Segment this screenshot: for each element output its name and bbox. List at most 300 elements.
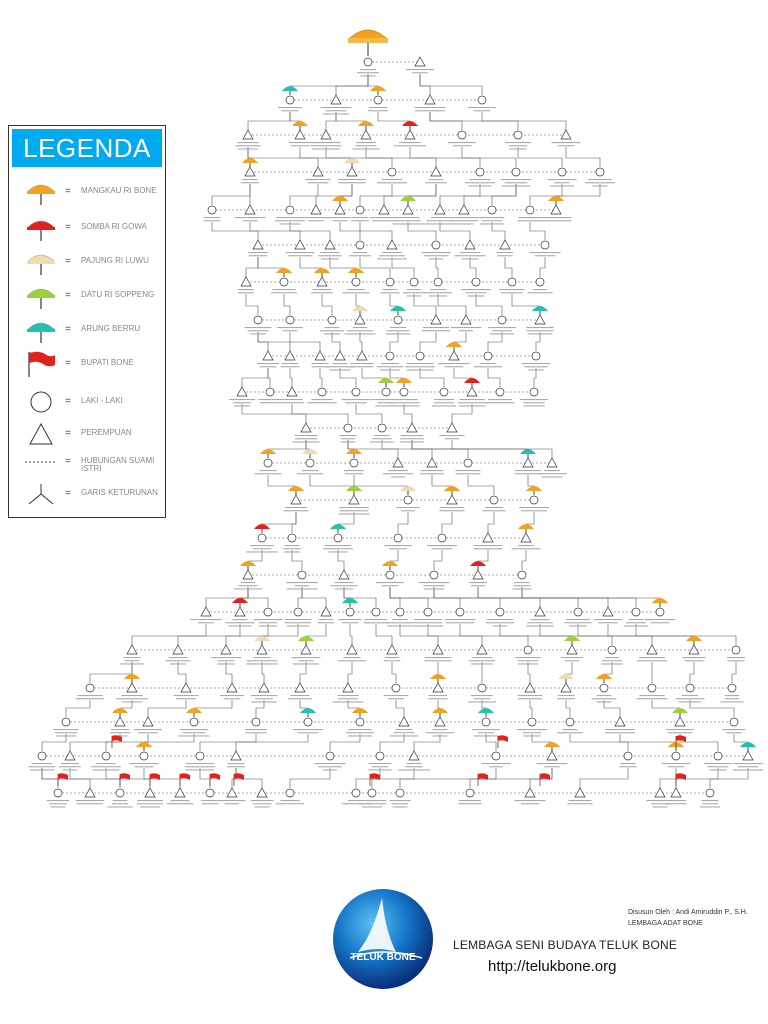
caption-mark: [480, 223, 504, 224]
caption-mark: [459, 405, 485, 406]
caption-mark: [386, 330, 409, 331]
caption-mark: [379, 255, 405, 256]
male-node: [374, 96, 382, 104]
flag-icon: [234, 773, 244, 786]
male-node: [326, 752, 334, 760]
caption-mark: [554, 182, 569, 183]
caption-mark: [650, 622, 669, 623]
caption-mark: [329, 369, 350, 370]
caption-mark: [251, 800, 274, 801]
circle-icon: [23, 388, 59, 416]
male-node: [558, 168, 566, 176]
caption-mark: [257, 363, 279, 364]
caption-mark: [624, 625, 649, 626]
caption-mark: [639, 657, 665, 658]
caption-mark: [343, 657, 360, 658]
male-node: [496, 608, 504, 616]
flag-icon: [370, 773, 380, 786]
caption-mark: [552, 142, 581, 143]
caption-mark: [339, 513, 370, 514]
equals-sign: =: [65, 456, 71, 467]
caption-mark: [123, 657, 140, 658]
caption-mark: [339, 507, 369, 508]
male-node: [672, 752, 680, 760]
caption-mark: [390, 327, 406, 328]
caption-mark: [297, 473, 323, 474]
caption-mark: [362, 806, 382, 807]
male-node: [530, 388, 538, 396]
umbrella-icon: [518, 524, 534, 533]
male-node: [344, 424, 352, 432]
caption-mark: [509, 145, 527, 146]
caption-mark: [279, 223, 300, 224]
male-node: [404, 496, 412, 504]
caption-mark: [342, 622, 358, 623]
male-node: [286, 316, 294, 324]
male-node: [286, 96, 294, 104]
male-node: [458, 131, 466, 139]
caption-mark: [530, 252, 561, 253]
caption-mark: [348, 729, 371, 730]
caption-mark: [176, 698, 196, 699]
caption-mark: [178, 735, 209, 736]
caption-mark: [466, 292, 487, 293]
umbrella-icon: [352, 708, 368, 717]
caption-mark: [445, 438, 459, 439]
caption-mark: [238, 289, 254, 290]
equals-sign: =: [65, 488, 71, 499]
caption-mark: [401, 510, 415, 511]
male-node: [524, 646, 532, 654]
male-node: [434, 278, 442, 286]
caption-mark: [399, 142, 421, 143]
caption-mark: [312, 148, 339, 149]
caption-mark: [526, 327, 554, 328]
caption-mark: [321, 258, 339, 259]
umbrella-icon: [446, 342, 462, 351]
caption-mark: [376, 582, 404, 583]
caption-mark: [592, 698, 617, 699]
caption-mark: [248, 252, 268, 253]
caption-mark: [439, 435, 464, 436]
caption-mark: [481, 763, 510, 764]
caption-mark: [478, 732, 494, 733]
caption-mark: [325, 110, 347, 111]
caption-mark: [372, 220, 396, 221]
caption-mark: [455, 223, 474, 224]
male-node: [386, 352, 394, 360]
caption-mark: [383, 473, 413, 474]
caption-mark: [244, 327, 271, 328]
female-node: [321, 607, 331, 616]
umbrella-icon: [382, 561, 398, 570]
caption-mark: [459, 800, 481, 801]
caption-mark: [333, 701, 364, 702]
female-node: [295, 240, 305, 249]
caption-mark: [311, 363, 328, 364]
male-node: [656, 608, 664, 616]
caption-mark: [425, 657, 452, 658]
caption-mark: [400, 438, 424, 439]
caption-mark: [56, 735, 76, 736]
caption-mark: [233, 402, 251, 403]
caption-mark: [482, 220, 502, 221]
caption-mark: [387, 625, 412, 626]
caption-mark: [429, 695, 448, 696]
caption-mark: [325, 545, 352, 546]
umbrella-icon: [526, 486, 542, 495]
caption-mark: [49, 803, 66, 804]
caption-mark: [434, 402, 454, 403]
male-node: [478, 96, 486, 104]
legend-label: PAJUNG RI LUWU: [81, 256, 149, 265]
flag-icon: [478, 773, 488, 786]
caption-mark: [535, 255, 555, 256]
caption-mark: [384, 695, 409, 696]
caption-mark: [544, 766, 560, 767]
caption-mark: [518, 663, 539, 664]
caption-mark: [286, 582, 318, 583]
caption-mark: [524, 366, 548, 367]
caption-mark: [497, 252, 513, 253]
umbrella-icon: [276, 268, 292, 277]
legend-label: BUPATI BONE: [81, 358, 134, 367]
caption-mark: [521, 803, 539, 804]
legend-item: [19, 448, 159, 476]
caption-mark: [241, 182, 259, 183]
male-node: [732, 646, 740, 654]
female-node: [347, 645, 357, 654]
female-node: [349, 495, 359, 504]
caption-mark: [350, 363, 374, 364]
caption-mark: [254, 619, 283, 620]
caption-mark: [333, 220, 347, 221]
caption-mark: [368, 769, 391, 770]
caption-mark: [426, 220, 453, 221]
male-node: [352, 789, 360, 797]
caption-mark: [302, 470, 318, 471]
male-node: [514, 131, 522, 139]
male-node: [686, 684, 694, 692]
legend-label: LAKI - LAKI: [81, 396, 123, 405]
caption-mark: [243, 220, 258, 221]
caption-mark: [469, 185, 492, 186]
caption-mark: [369, 107, 387, 108]
caption-mark: [386, 622, 414, 623]
male-node: [350, 459, 358, 467]
female-node: [447, 423, 457, 432]
caption-mark: [377, 366, 404, 367]
umbrella-icon: [300, 708, 316, 717]
female-node: [449, 351, 459, 360]
female-node: [525, 788, 535, 797]
caption-mark: [249, 255, 267, 256]
caption-mark: [588, 179, 611, 180]
male-node: [496, 388, 504, 396]
caption-mark: [288, 255, 312, 256]
caption-mark: [305, 179, 330, 180]
male-node: [208, 206, 216, 214]
caption-mark: [425, 182, 447, 183]
male-node: [386, 278, 394, 286]
male-node: [728, 684, 736, 692]
male-node: [432, 241, 440, 249]
caption-mark: [566, 619, 590, 620]
female-node: [259, 683, 269, 692]
flag-icon: [58, 773, 68, 786]
legend-label: PEREMPUAN: [81, 428, 132, 437]
caption-mark: [254, 806, 269, 807]
organization-url[interactable]: http://telukbone.org: [488, 958, 617, 975]
caption-mark: [474, 110, 490, 111]
caption-mark: [186, 769, 215, 770]
equals-sign: =: [65, 290, 71, 301]
caption-mark: [469, 660, 495, 661]
flag-icon: [23, 350, 59, 378]
female-node: [461, 315, 471, 324]
caption-mark: [548, 179, 577, 180]
caption-mark: [368, 763, 391, 764]
caption-mark: [245, 732, 266, 733]
caption-mark: [53, 729, 78, 730]
caption-mark: [325, 366, 354, 367]
caption-mark: [557, 698, 575, 699]
caption-mark: [285, 622, 312, 623]
caption-mark: [287, 625, 310, 626]
caption-mark: [597, 701, 612, 702]
caption-mark: [513, 585, 530, 586]
umbrella-icon: [23, 178, 59, 206]
branch-icon: [23, 480, 59, 508]
female-node: [285, 351, 295, 360]
caption-mark: [396, 507, 419, 508]
male-node: [368, 789, 376, 797]
caption-mark: [414, 622, 442, 623]
umbrella-icon: [232, 598, 248, 607]
caption-mark: [238, 148, 258, 149]
caption-mark: [377, 182, 407, 183]
umbrella-icon: [400, 196, 416, 205]
flag-icon: [150, 773, 160, 786]
caption-mark: [492, 330, 512, 331]
caption-mark: [398, 769, 430, 770]
caption-mark: [429, 179, 444, 180]
teluk-bone-logo: [332, 888, 434, 990]
caption-mark: [338, 179, 366, 180]
female-node: [467, 387, 477, 396]
caption-mark: [585, 182, 615, 183]
caption-mark: [250, 333, 266, 334]
umbrella-icon: [470, 561, 486, 570]
caption-mark: [497, 255, 512, 256]
caption-mark: [424, 223, 455, 224]
female-node: [321, 130, 331, 139]
caption-mark: [679, 701, 702, 702]
legend-title: LEGENDA: [12, 129, 162, 167]
caption-mark: [474, 545, 503, 546]
caption-mark: [186, 763, 214, 764]
umbrella-icon: [478, 708, 494, 717]
caption-mark: [138, 732, 158, 733]
umbrella-icon: [112, 708, 128, 717]
legend-label: SOMBA RI GOWA: [81, 222, 147, 231]
female-node: [387, 645, 397, 654]
male-node: [388, 168, 396, 176]
caption-mark: [389, 800, 410, 801]
caption-mark: [323, 769, 337, 770]
legend-item: [19, 480, 159, 508]
caption-mark: [446, 622, 474, 623]
caption-mark: [323, 113, 349, 114]
caption-mark: [275, 220, 305, 221]
caption-mark: [382, 289, 397, 290]
caption-mark: [424, 292, 452, 293]
caption-mark: [365, 619, 388, 620]
umbrella-icon: [346, 486, 362, 495]
female-node: [201, 607, 211, 616]
caption-mark: [224, 698, 241, 699]
caption-mark: [385, 657, 399, 658]
caption-mark: [467, 295, 484, 296]
male-node: [648, 684, 656, 692]
caption-mark: [328, 217, 351, 218]
caption-mark: [315, 763, 346, 764]
male-node: [396, 789, 404, 797]
caption-mark: [369, 217, 398, 218]
female-node: [407, 423, 417, 432]
caption-mark: [76, 698, 104, 699]
umbrella-icon: [23, 214, 59, 242]
caption-mark: [225, 803, 240, 804]
flag-icon: [180, 773, 190, 786]
umbrella-icon: [390, 306, 406, 315]
female-node: [245, 167, 255, 176]
male-node: [472, 278, 480, 286]
female-node: [447, 495, 457, 504]
caption-mark: [415, 107, 446, 108]
caption-mark: [493, 625, 508, 626]
caption-mark: [137, 803, 163, 804]
caption-mark: [407, 295, 421, 296]
female-node: [231, 751, 241, 760]
caption-mark: [471, 663, 493, 664]
legend-item: [19, 350, 159, 378]
caption-mark: [318, 622, 334, 623]
caption-mark: [295, 438, 317, 439]
caption-mark: [487, 619, 514, 620]
female-node: [181, 683, 191, 692]
umbrella-icon: [298, 636, 314, 645]
female-node: [143, 717, 153, 726]
caption-mark: [331, 585, 358, 586]
triangle-icon: [23, 420, 59, 448]
legend-item: [19, 388, 159, 416]
caption-mark: [288, 698, 312, 699]
female-node: [145, 788, 155, 797]
caption-mark: [357, 72, 379, 73]
caption-mark: [645, 619, 675, 620]
female-node: [339, 570, 349, 579]
male-node: [518, 571, 526, 579]
umbrella-icon: [124, 674, 140, 683]
male-node: [624, 752, 632, 760]
caption-mark: [445, 619, 476, 620]
caption-mark: [59, 766, 81, 767]
caption-mark: [278, 107, 302, 108]
caption-mark: [528, 333, 553, 334]
caption-mark: [120, 663, 143, 664]
caption-mark: [537, 763, 568, 764]
male-node: [356, 206, 364, 214]
caption-mark: [91, 766, 121, 767]
male-node: [478, 684, 486, 692]
male-node: [508, 278, 516, 286]
caption-mark: [450, 220, 478, 221]
caption-mark: [342, 399, 371, 400]
umbrella-icon: [254, 524, 270, 533]
caption-mark: [318, 766, 342, 767]
caption-mark: [360, 75, 375, 76]
caption-mark: [201, 800, 219, 801]
male-node: [512, 168, 520, 176]
caption-mark: [320, 252, 340, 253]
caption-mark: [107, 806, 132, 807]
umbrella-icon: [652, 598, 668, 607]
caption-mark: [456, 473, 481, 474]
female-node: [221, 645, 231, 654]
caption-mark: [568, 800, 591, 801]
caption-mark: [468, 107, 496, 108]
caption-mark: [166, 660, 191, 661]
caption-mark: [421, 252, 450, 253]
female-node: [343, 683, 353, 692]
female-node: [393, 458, 403, 467]
female-node: [325, 240, 335, 249]
caption-mark: [374, 435, 390, 436]
female-node: [379, 205, 389, 214]
caption-mark: [111, 729, 129, 730]
caption-mark: [239, 585, 258, 586]
umbrella-icon: [400, 486, 416, 495]
umbrella-icon: [23, 316, 59, 344]
caption-mark: [364, 622, 388, 623]
caption-mark: [293, 729, 323, 730]
umbrella-icon: [186, 708, 202, 717]
caption-mark: [514, 582, 529, 583]
caption-mark: [63, 769, 78, 770]
female-node: [127, 645, 137, 654]
caption-mark: [704, 763, 732, 764]
caption-mark: [129, 763, 159, 764]
female-node: [483, 533, 493, 542]
caption-mark: [241, 582, 255, 583]
male-node: [102, 752, 110, 760]
umbrella-icon: [532, 306, 548, 315]
male-node: [264, 608, 272, 616]
caption-mark: [406, 69, 434, 70]
caption-mark: [280, 402, 305, 403]
caption-mark: [727, 657, 745, 658]
caption-mark: [407, 369, 434, 370]
female-node: [253, 240, 263, 249]
caption-mark: [251, 695, 278, 696]
male-node: [730, 718, 738, 726]
caption-mark: [389, 402, 420, 403]
caption-mark: [308, 220, 324, 221]
male-node: [424, 608, 432, 616]
caption-mark: [61, 763, 79, 764]
caption-mark: [283, 548, 301, 549]
